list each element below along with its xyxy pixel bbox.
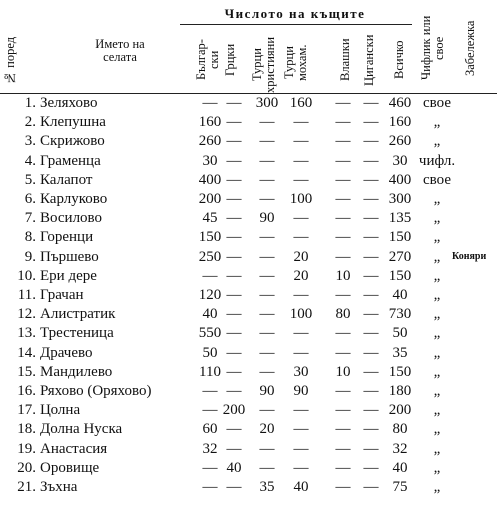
village-name: Пършево xyxy=(40,248,99,265)
turks-christian-houses: 300 xyxy=(255,95,279,111)
greek-houses: — xyxy=(226,229,242,246)
col-header-note: Забележка xyxy=(463,20,477,76)
gypsy-houses: — xyxy=(363,479,379,495)
greek-houses: — xyxy=(226,306,242,323)
total-houses: 300 xyxy=(388,191,412,207)
row-number: 15. xyxy=(17,363,36,380)
chiflik-status: „ xyxy=(433,479,441,495)
row-number: 1. xyxy=(24,95,36,111)
greek-houses: — xyxy=(226,421,242,438)
village-name: Драчево xyxy=(40,344,93,361)
turks-christian-houses: — xyxy=(259,152,275,169)
chiflik-status: „ xyxy=(433,306,441,323)
table-row xyxy=(0,190,497,209)
chiflik-status: „ xyxy=(433,363,441,380)
village-name: Горенци xyxy=(40,229,94,246)
row-number: 3. xyxy=(24,133,36,150)
village-name: Восилово xyxy=(40,210,103,227)
bulgarian-houses: 150 xyxy=(198,229,222,246)
note-row-9: Коняри xyxy=(452,251,487,262)
village-name: Ери дере xyxy=(40,267,97,284)
village-name: Грачан xyxy=(40,287,84,303)
bulgarian-houses: — xyxy=(202,95,218,111)
vlach-houses: — xyxy=(335,287,351,303)
turks-christian-houses: — xyxy=(259,344,275,361)
village-name: Оровище xyxy=(40,459,100,476)
row-number: 2. xyxy=(24,114,36,131)
vlach-houses: 80 xyxy=(335,306,351,323)
gypsy-houses: — xyxy=(363,363,379,380)
turks-muslim-houses: — xyxy=(293,210,309,227)
turks-christian-houses: — xyxy=(259,459,275,476)
row-number: 7. xyxy=(24,210,36,227)
chiflik-status: „ xyxy=(433,267,441,284)
vlach-houses: — xyxy=(335,171,351,188)
turks-muslim-houses: — xyxy=(293,421,309,438)
village-name: Алистратик xyxy=(40,306,116,323)
turks-muslim-houses: — xyxy=(293,344,309,361)
total-houses: 150 xyxy=(388,267,412,284)
col-header-total: Всичко xyxy=(392,40,406,80)
turks-muslim-houses: — xyxy=(293,440,309,457)
total-houses: 160 xyxy=(388,114,412,131)
table-row xyxy=(0,478,497,497)
chiflik-status: „ xyxy=(433,287,441,303)
col-header-gypsy: Цигански xyxy=(362,34,376,86)
col-header-turks-muslim: Турци мохам. xyxy=(282,44,309,81)
table-row xyxy=(0,209,497,228)
turks-christian-houses: — xyxy=(259,171,275,188)
greek-houses: — xyxy=(226,383,242,399)
vlach-houses: — xyxy=(335,402,351,419)
chiflik-status: „ xyxy=(433,421,441,438)
gypsy-houses: — xyxy=(363,95,379,111)
turks-muslim-houses: — xyxy=(293,114,309,131)
gypsy-houses: — xyxy=(363,440,379,457)
chiflik-status: „ xyxy=(433,440,441,457)
total-houses: 135 xyxy=(388,210,412,227)
greek-houses: 200 xyxy=(222,402,246,419)
bulgarian-houses: 50 xyxy=(202,344,218,361)
vlach-houses: — xyxy=(335,325,351,342)
chiflik-status: свое xyxy=(423,171,451,188)
village-name: Мандилево xyxy=(40,363,113,380)
row-number: 16. xyxy=(17,383,36,399)
gypsy-houses: — xyxy=(363,306,379,323)
gypsy-houses: — xyxy=(363,344,379,361)
chiflik-status: „ xyxy=(433,402,441,419)
turks-christian-houses: 20 xyxy=(259,421,275,438)
turks-muslim-houses: — xyxy=(293,287,309,303)
vlach-houses: 10 xyxy=(335,267,351,284)
table-row xyxy=(0,132,497,151)
chiflik-status: „ xyxy=(433,325,441,342)
turks-muslim-houses: 100 xyxy=(289,191,313,207)
vlach-houses: — xyxy=(335,344,351,361)
village-name: Клепушна xyxy=(40,114,106,131)
vlach-houses: — xyxy=(335,95,351,111)
table-row xyxy=(0,228,497,247)
chiflik-status: свое xyxy=(423,95,451,111)
bulgarian-houses: 550 xyxy=(198,325,222,342)
greek-houses: — xyxy=(226,191,242,207)
bulgarian-houses: 400 xyxy=(198,171,222,188)
row-number: 4. xyxy=(24,152,36,169)
turks-christian-houses: — xyxy=(259,363,275,380)
row-number: 10. xyxy=(17,267,36,284)
vlach-houses: — xyxy=(335,152,351,169)
chiflik-status: „ xyxy=(433,459,441,476)
gypsy-houses: — xyxy=(363,287,379,303)
turks-christian-houses: 90 xyxy=(259,210,275,227)
turks-christian-houses: 35 xyxy=(259,479,275,495)
bulgarian-houses: 32 xyxy=(202,440,218,457)
col-header-greek: Грцки xyxy=(223,43,237,77)
greek-houses: — xyxy=(226,210,242,227)
turks-christian-houses: — xyxy=(259,440,275,457)
greek-houses: — xyxy=(226,479,242,495)
row-number: 6. xyxy=(24,191,36,207)
total-houses: 80 xyxy=(392,421,408,438)
village-name: Анастасия xyxy=(40,440,108,457)
row-number: 17. xyxy=(17,402,36,419)
turks-christian-houses: — xyxy=(259,248,275,265)
vlach-houses: — xyxy=(335,479,351,495)
turks-muslim-houses: — xyxy=(293,152,309,169)
gypsy-houses: — xyxy=(363,402,379,419)
row-number: 14. xyxy=(17,344,36,361)
chiflik-status: „ xyxy=(433,344,441,361)
greek-houses: — xyxy=(226,363,242,380)
vlach-houses: — xyxy=(335,440,351,457)
turks-muslim-houses: 160 xyxy=(289,95,313,111)
row-number: 8. xyxy=(24,229,36,246)
col-header-chiflik: Чифлик или свое xyxy=(419,15,446,81)
row-number: 9. xyxy=(24,248,36,265)
column-group-title: Числото на къщите xyxy=(224,6,366,21)
greek-houses: — xyxy=(226,95,242,111)
turks-muslim-houses: — xyxy=(293,229,309,246)
turks-muslim-houses: — xyxy=(293,402,309,419)
row-number: 20. xyxy=(17,459,36,476)
gypsy-houses: — xyxy=(363,210,379,227)
bulgarian-houses: 110 xyxy=(199,363,221,380)
total-houses: 75 xyxy=(392,479,408,495)
vlach-houses: — xyxy=(335,421,351,438)
chiflik-status: чифл. xyxy=(418,152,456,169)
turks-muslim-houses: 20 xyxy=(293,248,309,265)
gypsy-houses: — xyxy=(363,248,379,265)
table-row xyxy=(0,305,497,324)
total-houses: 35 xyxy=(392,344,408,361)
turks-christian-houses: — xyxy=(259,191,275,207)
turks-muslim-houses: 100 xyxy=(289,306,313,323)
turks-christian-houses: — xyxy=(259,402,275,419)
gypsy-houses: — xyxy=(363,421,379,438)
bulgarian-houses: 30 xyxy=(202,152,218,169)
bulgarian-houses: — xyxy=(202,479,218,495)
turks-christian-houses: — xyxy=(259,133,275,150)
bulgarian-houses: — xyxy=(202,459,218,476)
col-header-number: № поред xyxy=(3,36,17,86)
bulgarian-houses: 160 xyxy=(198,114,222,131)
total-houses: 32 xyxy=(392,440,408,457)
greek-houses: — xyxy=(226,325,242,342)
greek-houses: — xyxy=(226,133,242,150)
chiflik-status: „ xyxy=(433,133,441,150)
chiflik-status: „ xyxy=(433,229,441,246)
row-number: 5. xyxy=(24,171,36,188)
gypsy-houses: — xyxy=(363,133,379,150)
chiflik-status: „ xyxy=(433,114,441,131)
row-number: 19. xyxy=(17,440,36,457)
row-number: 18. xyxy=(17,421,36,438)
bulgarian-houses: 60 xyxy=(202,421,218,438)
turks-christian-houses: — xyxy=(259,306,275,323)
greek-houses: — xyxy=(226,344,242,361)
col-header-bulgarian: Българ- ски xyxy=(194,39,221,81)
table-row xyxy=(0,171,497,190)
gypsy-houses: — xyxy=(363,171,379,188)
turks-christian-houses: 90 xyxy=(259,383,275,399)
village-name: Ряхово (Оряхово) xyxy=(40,383,152,399)
table-row xyxy=(0,94,497,113)
table-row xyxy=(0,363,497,382)
vlach-houses: — xyxy=(335,248,351,265)
vlach-houses: — xyxy=(335,114,351,131)
bulgarian-houses: 260 xyxy=(198,133,222,150)
gypsy-houses: — xyxy=(363,152,379,169)
chiflik-status: „ xyxy=(433,383,441,399)
greek-houses: 40 xyxy=(226,459,242,476)
total-houses: 180 xyxy=(388,383,412,399)
table-row xyxy=(0,440,497,459)
table-row xyxy=(0,401,497,420)
turks-muslim-houses: — xyxy=(293,133,309,150)
vlach-houses: — xyxy=(335,229,351,246)
row-number: 13. xyxy=(17,325,36,342)
row-number: 21. xyxy=(17,479,36,495)
total-houses: 400 xyxy=(388,171,412,188)
village-name: Долна Нуска xyxy=(40,421,123,438)
village-name: Калапот xyxy=(40,171,93,188)
gypsy-houses: — xyxy=(363,459,379,476)
bulgarian-houses: 120 xyxy=(198,287,222,303)
village-name: Граменца xyxy=(40,152,101,169)
group-title-underline xyxy=(180,24,412,25)
col-header-vlach: Влашки xyxy=(338,38,352,82)
table-row xyxy=(0,267,497,286)
turks-christian-houses: — xyxy=(259,229,275,246)
vlach-houses: 10 xyxy=(335,363,351,380)
greek-houses: — xyxy=(226,267,242,284)
gypsy-houses: — xyxy=(363,383,379,399)
bulgarian-houses: — xyxy=(202,402,218,419)
turks-christian-houses: — xyxy=(259,114,275,131)
total-houses: 730 xyxy=(388,306,412,323)
village-name: Трестеница xyxy=(40,325,114,342)
table-row xyxy=(0,248,497,267)
village-name: Карлуково xyxy=(40,191,108,207)
vlach-houses: — xyxy=(335,133,351,150)
table-row xyxy=(0,382,497,401)
total-houses: 150 xyxy=(388,229,412,246)
gypsy-houses: — xyxy=(363,229,379,246)
chiflik-status: „ xyxy=(433,210,441,227)
total-houses: 200 xyxy=(388,402,412,419)
total-houses: 150 xyxy=(388,363,412,380)
bulgarian-houses: 250 xyxy=(198,248,222,265)
table-row xyxy=(0,459,497,478)
greek-houses: — xyxy=(226,248,242,265)
chiflik-status: „ xyxy=(433,248,441,265)
greek-houses: — xyxy=(226,171,242,188)
total-houses: 40 xyxy=(392,287,408,303)
turks-christian-houses: — xyxy=(259,325,275,342)
bulgarian-houses: — xyxy=(202,383,218,399)
gypsy-houses: — xyxy=(363,114,379,131)
gypsy-houses: — xyxy=(363,325,379,342)
bulgarian-houses: 40 xyxy=(202,306,218,323)
row-number: 11. xyxy=(17,287,36,303)
turks-christian-houses: — xyxy=(259,267,275,284)
greek-houses: — xyxy=(226,287,242,303)
gypsy-houses: — xyxy=(363,191,379,207)
vlach-houses: — xyxy=(335,459,351,476)
bulgarian-houses: 200 xyxy=(198,191,222,207)
bulgarian-houses: 45 xyxy=(202,210,218,227)
village-name: Скрижово xyxy=(40,133,105,150)
gypsy-houses: — xyxy=(363,267,379,284)
total-houses: 40 xyxy=(392,459,408,476)
table-row xyxy=(0,344,497,363)
greek-houses: — xyxy=(226,114,242,131)
table-row xyxy=(0,286,497,305)
table-row xyxy=(0,113,497,132)
table-row xyxy=(0,420,497,439)
total-houses: 50 xyxy=(392,325,408,342)
chiflik-status: „ xyxy=(433,191,441,207)
col-header-turks-christian: Турци християни xyxy=(250,36,277,94)
table-row xyxy=(0,324,497,343)
turks-muslim-houses: — xyxy=(293,459,309,476)
greek-houses: — xyxy=(226,440,242,457)
total-houses: 270 xyxy=(388,248,412,265)
col-header-village-name: Името на селата xyxy=(95,37,145,64)
vlach-houses: — xyxy=(335,210,351,227)
vlach-houses: — xyxy=(335,383,351,399)
turks-christian-houses: — xyxy=(259,287,275,303)
village-name: Цолна xyxy=(40,402,81,419)
bulgarian-houses: — xyxy=(202,267,218,284)
village-name: Зеляхово xyxy=(40,95,98,111)
vlach-houses: — xyxy=(335,191,351,207)
turks-muslim-houses: 40 xyxy=(293,479,309,495)
row-number: 12. xyxy=(17,306,36,323)
table-row xyxy=(0,152,497,171)
total-houses: 260 xyxy=(388,133,412,150)
total-houses: 460 xyxy=(388,95,412,111)
turks-muslim-houses: 90 xyxy=(293,383,309,399)
turks-muslim-houses: 30 xyxy=(293,363,309,380)
village-name: Зъхна xyxy=(40,479,78,495)
turks-muslim-houses: — xyxy=(293,171,309,188)
total-houses: 30 xyxy=(392,152,408,169)
greek-houses: — xyxy=(226,152,242,169)
turks-muslim-houses: — xyxy=(293,325,309,342)
turks-muslim-houses: 20 xyxy=(293,267,309,284)
